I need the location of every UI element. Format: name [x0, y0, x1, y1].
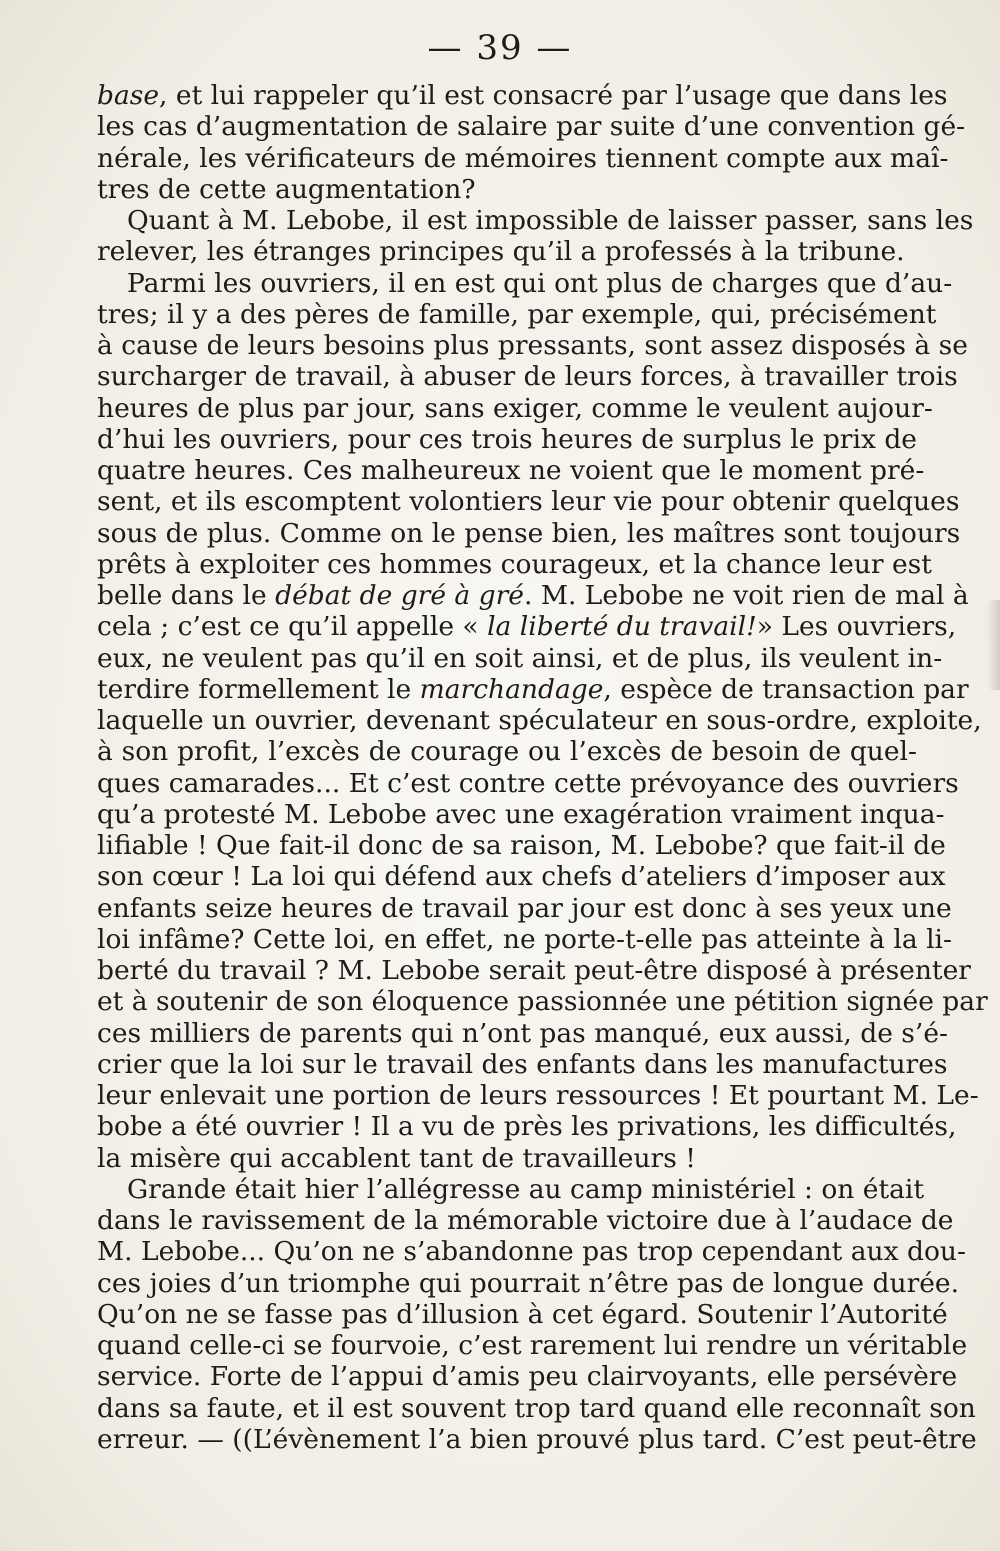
text-span: crier que la loi sur le travail des enfants dans les manufactures [97, 1048, 948, 1080]
text-span: prêts à exploiter ces hommes courageux, et la chance leur est [97, 548, 932, 580]
text-span: et à soutenir de son éloquence passionnée une pétition signée par [97, 986, 988, 1018]
text-line [97, 111, 966, 143]
text-span: Parmi les ouvriers, il en est qui ont plus de charges que d’au- [127, 267, 953, 299]
text-line [97, 611, 957, 643]
text-span: , espèce de transaction par [603, 673, 969, 705]
text-span: nérale, les vérificateurs de mémoires tiennent compte aux maî- [97, 142, 949, 174]
text-line [97, 892, 952, 924]
text-line [97, 80, 948, 111]
text-line [97, 361, 958, 393]
text-span: enfants seize heures de travail par jour est donc à ses yeux une [97, 892, 952, 924]
body-text [97, 80, 988, 1455]
text-span: sent, et ils escomptent volontiers leur vie pour obtenir quelques [97, 486, 960, 518]
text-line [97, 205, 974, 236]
text-span: tres; il y a des pères de famille, par exemple, qui, précisément [97, 298, 937, 330]
text-span: qu’a protesté M. Lebobe avec une exagération vraiment inqua- [97, 798, 945, 830]
text-line [97, 798, 945, 830]
text-span: à cause de leurs besoins plus pressants, sont assez disposés à se [97, 330, 968, 361]
text-line [97, 1017, 948, 1049]
text-line [97, 1111, 957, 1143]
text-span: ces milliers de parents qui n’ont pas manqué, eux aussi, de s’é- [97, 1017, 948, 1049]
text-line [97, 830, 946, 861]
text-line [97, 1267, 960, 1299]
text-line [97, 642, 943, 674]
text-span: leur enlevait une portion de leurs ressources ! Et pourtant M. Le- [97, 1080, 979, 1111]
text-span: erreur. — ((L’évènement l’a bien prouvé plus tard. C’est peut-être [97, 1423, 977, 1455]
text-line [97, 1423, 977, 1455]
text-span: service. Forte de l’appui d’amis peu clairvoyants, elle persévère [97, 1361, 958, 1393]
italic-text: débat de gré à gré [275, 580, 524, 611]
text-span: M. Lebobe... Qu’on ne s’abandonne pas trop cependant aux dou- [97, 1236, 966, 1268]
text-line [97, 1173, 925, 1205]
text-line [97, 1298, 948, 1330]
text-line [97, 580, 969, 611]
text-span: sous de plus. Comme on le pense bien, les maîtres sont toujours [97, 517, 961, 549]
text-span: » Les ouvriers, [756, 611, 957, 643]
text-line [97, 861, 946, 893]
text-line [97, 142, 949, 174]
text-span: quand celle-ci se fourvoie, c’est rarement lui rendre un véritable [97, 1330, 968, 1361]
text-line [97, 236, 917, 267]
text-span: , et lui rappeler qu’il est consacré par l’usage que dans les [159, 80, 948, 111]
text-span: tres de cette augmentation? [97, 173, 476, 205]
text-line [97, 424, 917, 455]
text-line [97, 1330, 968, 1361]
text-span: à son profit, l’excès de courage ou l’excès de besoin de quel- [97, 736, 917, 768]
text-span: Grande était hier l’allégresse au camp ministériel : on était [127, 1173, 925, 1205]
text-span: dans sa faute, et il est souvent trop tard quand elle reconnaît son [97, 1392, 976, 1424]
text-span: heures de plus par jour, sans exiger, comme le veulent aujour- [97, 392, 933, 424]
text-line [97, 1361, 958, 1393]
text-span: relever, les étranges principes qu’il a professés à la tribune. [97, 236, 905, 268]
text-line [97, 1236, 966, 1268]
text-span: son cœur ! La loi qui défend aux chefs d’ateliers d’imposer aux [97, 861, 946, 893]
text-span: lifiable ! Que fait-il donc de sa raison, M. Lebobe? que fait-il de [97, 830, 946, 861]
text-line [97, 1080, 979, 1111]
text-span: eux, ne veulent pas qu’il en soit ainsi, et de plus, ils veulent in- [97, 642, 943, 674]
text-line [97, 705, 982, 736]
text-line [97, 1392, 976, 1424]
text-line [97, 767, 959, 799]
text-span: bobe a été ouvrier ! Il a vu de près les privations, les difficultés, [97, 1111, 957, 1143]
text-line [97, 517, 961, 549]
italic-text: base [97, 80, 160, 111]
text-span: berté du travail ? M. Lebobe serait peut-être disposé à présenter [97, 955, 971, 986]
text-line [97, 330, 968, 361]
text-line [97, 174, 917, 205]
text-span: les cas d’augmentation de salaire par suite d’une convention gé- [97, 111, 966, 143]
text-span: quatre heures. Ces malheureux ne voient que le moment pré- [97, 455, 925, 486]
text-span: Quant à M. Lebobe, il est impossible de laisser passer, sans les [127, 205, 974, 236]
text-line [97, 392, 933, 424]
text-line [97, 1143, 917, 1174]
italic-text: marchandage [419, 673, 604, 705]
text-span: cela ; c’est ce qu’il appelle « [97, 611, 488, 643]
page-number: — 39 — [427, 28, 573, 68]
text-span: terdire formellement le [97, 673, 420, 705]
text-span: . M. Lebobe ne voit rien de mal à [523, 580, 969, 611]
text-span: ces joies d’un triomphe qui pourrait n’être pas de longue durée. [97, 1267, 960, 1299]
text-line [97, 1205, 954, 1236]
text-line [97, 267, 953, 299]
text-line [97, 548, 932, 580]
text-line [97, 736, 917, 767]
text-line [97, 986, 988, 1018]
text-line [97, 486, 960, 518]
text-span: la misère qui accablent tant de travailleurs ! [97, 1142, 696, 1174]
text-line [97, 923, 952, 955]
text-span: ques camarades... Et c’est contre cette prévoyance des ouvriers [97, 767, 959, 799]
text-span: belle dans le [97, 580, 276, 611]
text-span: Qu’on ne se fasse pas d’illusion à cet égard. Soutenir l’Autorité [97, 1298, 948, 1330]
text-span: laquelle un ouvrier, devenant spéculateur en sous-ordre, exploite, [97, 705, 982, 736]
italic-text: la liberté du travail! [487, 611, 757, 643]
text-span: loi infâme? Cette loi, en effet, ne porte-t-elle pas atteinte à la li- [97, 923, 952, 955]
page-edge-stain [986, 600, 1000, 690]
text-line [97, 955, 971, 986]
text-span: d’hui les ouvriers, pour ces trois heures de surplus le prix de [97, 423, 917, 455]
text-span: dans le ravissement de la mémorable victoire due à l’audace de [97, 1205, 954, 1236]
text-line [97, 298, 937, 330]
text-line [97, 1048, 948, 1080]
text-span: surcharger de travail, à abuser de leurs forces, à travailler trois [97, 361, 958, 393]
text-line [97, 455, 925, 486]
text-line [97, 673, 969, 705]
